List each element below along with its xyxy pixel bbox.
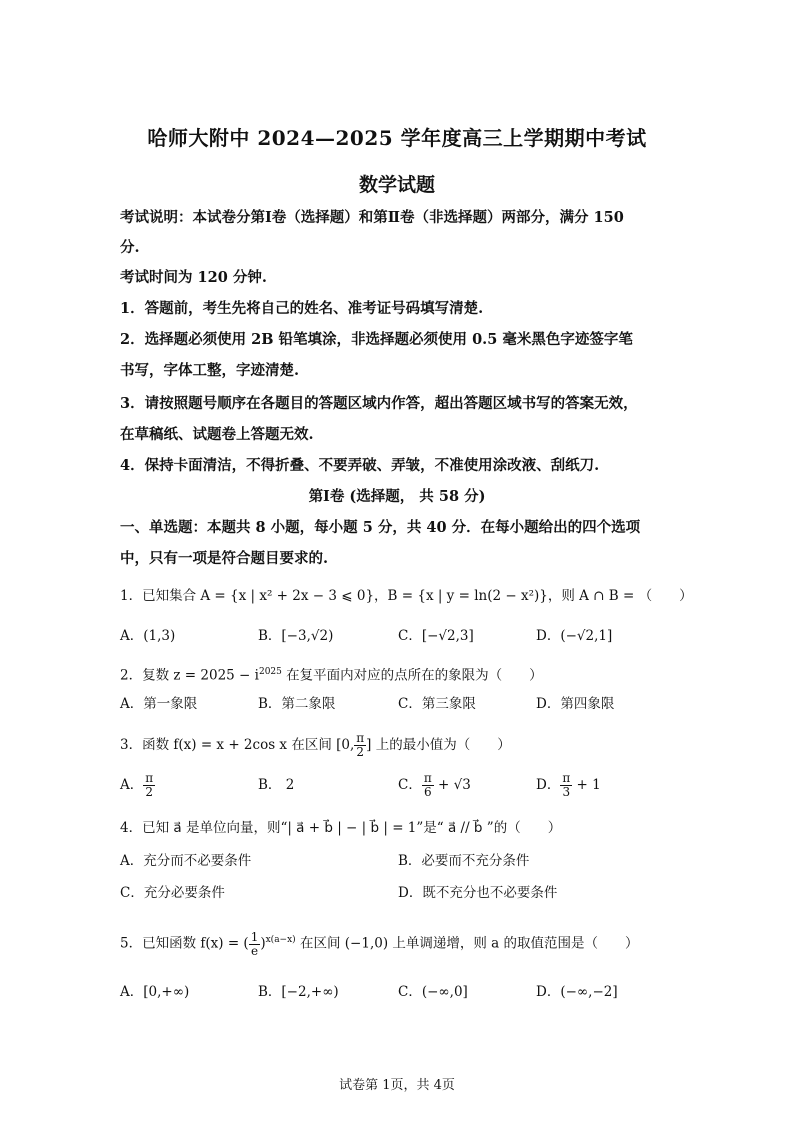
- question-5-stem: 5．已知函数 f(x) = ( $\frac{1}{e}$ )$^{x(a-x)}$ 在区间 (−1,0) 上单调递增，则 a 的取值范围是（ ）: [120, 929, 639, 958]
- q3-option-a: A． $\frac{\pi}{2}$: [120, 771, 154, 799]
- question-4-stem: 4．已知 a⃗ 是单位向量，则“| a⃗ + b⃗ | − | b⃗ | = 1”是“ a⃗ // b⃗ ”的（ ）: [120, 820, 562, 836]
- q1-option-a: A．(1,3): [120, 628, 176, 644]
- q3-option-b: B． 2: [258, 777, 295, 793]
- q5-stem-pre: 5．已知函数 f(x) = (: [120, 935, 249, 952]
- page-footer: 试卷第 1页，共 4页: [339, 1078, 455, 1093]
- q1-option-c: C．[−√2,3]: [398, 628, 474, 644]
- q3-stem-pre: 3．函数 f(x) = x + 2cos x 在区间 [0,: [120, 737, 355, 753]
- question-3-stem: [120, 730, 511, 760]
- q5-option-a: A．[0,+∞): [120, 984, 190, 1000]
- section1-line-2: 中，只有一项是符合题目要求的.: [120, 550, 329, 567]
- q3-fraction: $\frac{\pi}{2}$: [356, 731, 365, 759]
- q4-option-b: B．必要而不充分条件: [398, 853, 530, 869]
- q4-option-c: C．充分必要条件: [120, 885, 225, 901]
- question-2-stem: [120, 662, 543, 686]
- q3-option-c: C． $\frac{\pi}{6}$ + √3: [398, 771, 471, 799]
- q5-fraction: $\frac{1}{e}$: [250, 929, 259, 958]
- instruction-item-1: 1．答题前，考生先将自己的姓名、准考证号码填写清楚.: [120, 300, 484, 317]
- q2-stem-pre: 2．复数 z = 2025 − i: [120, 667, 259, 684]
- q3-stem-post: ] 上的最小值为（ ）: [366, 737, 511, 753]
- q1-option-d: D．(−√2,1]: [536, 628, 613, 644]
- q5-option-d: D．(−∞,−2]: [536, 984, 618, 1000]
- q2-option-c: C．第三象限: [398, 696, 476, 712]
- q4-option-a: A．充分而不必要条件: [120, 853, 252, 869]
- instructions-line-1: 考试说明：本试卷分第Ⅰ卷（选择题）和第Ⅱ卷（非选择题）两部分，满分 150: [120, 209, 624, 226]
- instructions-line-3: 考试时间为 120 分钟.: [120, 269, 267, 286]
- q5-stem-post: 在区间 (−1,0) 上单调递增，则 a 的取值范围是（ ）: [295, 935, 639, 952]
- q2-option-b: B．第二象限: [258, 696, 336, 712]
- q5-exponent: x(a−x): [265, 935, 296, 945]
- q2-exponent: 2025: [258, 667, 282, 677]
- instruction-item-3b: 在草稿纸、试题卷上答题无效.: [120, 426, 314, 443]
- q1-option-b: B．[−3,√2): [258, 628, 334, 644]
- q2-option-d: D．第四象限: [536, 696, 615, 712]
- q2-option-a: A．第一象限: [120, 696, 198, 712]
- instruction-item-4: 4．保持卡面清洁，不得折叠、不要弄破、弄皱，不准使用涂改液、刮纸刀.: [120, 457, 600, 474]
- instruction-item-2b: 书写，字体工整，字迹清楚.: [120, 362, 300, 379]
- q3-option-d: D． $\frac{\pi}{3}$ + 1: [536, 771, 601, 799]
- q5-option-b: B．[−2,+∞): [258, 984, 339, 1000]
- instruction-item-3a: 3．请按照题号顺序在各题目的答题区域内作答，超出答题区域书写的答案无效，: [120, 395, 638, 412]
- q2-stem-post: 在复平面内对应的点所在的象限为（ ）: [281, 667, 543, 684]
- section1-line-1: 一、单选题：本题共 8 小题，每小题 5 分，共 40 分．在每小题给出的四个选项: [120, 519, 641, 536]
- q4-option-d: D．既不充分也不必要条件: [398, 885, 558, 901]
- exam-title: 哈师大附中 2024—2025 学年度高三上学期期中考试: [147, 126, 647, 150]
- q5-option-c: C．(−∞,0]: [398, 984, 468, 1000]
- instruction-item-2a: 2．选择题必须使用 2B 铅笔填涂，非选择题必须使用 0.5 毫米黑色字迹签字笔: [120, 331, 633, 348]
- instructions-line-2: 分.: [120, 239, 140, 256]
- exam-subtitle: 数学试题: [358, 174, 435, 196]
- part1-header: 第Ⅰ卷 (选择题， 共 58 分): [308, 488, 486, 505]
- question-1-stem: 1．已知集合 A = {x | x² + 2x − 3 ⩽ 0}，B = {x | y = ln(2 − x²)}，则 A ∩ B = （ ）: [120, 588, 693, 604]
